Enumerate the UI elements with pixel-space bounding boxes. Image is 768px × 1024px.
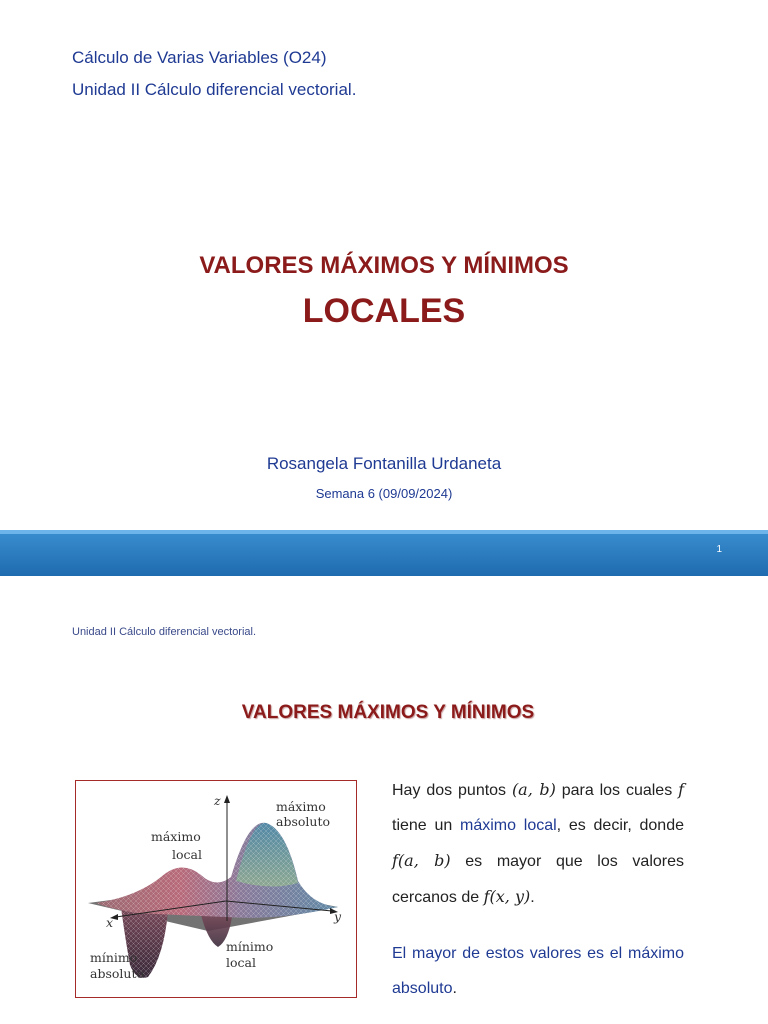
paragraph-absolute-maximum: El mayor de estos valores es el máximo absoluto. bbox=[392, 945, 684, 997]
page-number: 1 bbox=[716, 544, 722, 555]
local-maximum-label-2: local bbox=[172, 847, 202, 862]
math-ab: (a, b) bbox=[511, 780, 556, 799]
slide-title-line1: VALORES MÁXIMOS Y MÍNIMOS bbox=[199, 252, 569, 279]
footer-bar bbox=[0, 530, 768, 576]
local-minimum-label-2: local bbox=[226, 955, 256, 970]
course-title: Cálculo de Varias Variables (O24) bbox=[72, 48, 327, 67]
local-minimum-label-1: mínimo bbox=[226, 939, 274, 954]
x-axis-label: x bbox=[106, 915, 114, 930]
z-axis-label: z bbox=[214, 793, 221, 808]
local-maximum-label-1: máximo bbox=[151, 829, 201, 844]
date-label: Semana 6 (09/09/2024) bbox=[315, 486, 453, 501]
absolute-maximum-label-2: absoluto bbox=[276, 814, 330, 829]
unit-header: Unidad II Cálculo diferencial vectorial. bbox=[72, 626, 257, 638]
slide-title: VALORES MÁXIMOS Y MÍNIMOS bbox=[241, 702, 535, 723]
slide-title-line2: LOCALES bbox=[302, 292, 466, 330]
slide-2 bbox=[0, 576, 768, 1024]
unit-title: Unidad II Cálculo diferencial vectorial. bbox=[72, 80, 357, 99]
author-name: Rosangela Fontanilla Urdaneta bbox=[266, 454, 502, 473]
absolute-minimum-label-2: absoluto bbox=[90, 966, 144, 981]
footer-bar-highlight bbox=[0, 530, 768, 534]
term-absolute-maximum: máximo absoluto bbox=[392, 945, 684, 997]
surface-figure bbox=[75, 780, 357, 998]
math-fab: f(a, b) bbox=[392, 851, 451, 870]
math-fxy: f(x, y) bbox=[483, 887, 531, 906]
surface-plot-svg bbox=[76, 781, 356, 997]
term-local-maximum: máximo local bbox=[460, 817, 557, 834]
paragraph-local-maximum: Hay dos puntos (a, b) para los cuales f tiene un máximo local, es decir, donde f(a, b) es mayor que los valores cercanos de f(x, y). bbox=[392, 780, 685, 906]
absolute-minimum-label-1: mínimo bbox=[90, 950, 138, 965]
absolute-maximum-label-1: máximo bbox=[276, 799, 326, 814]
y-axis-label: y bbox=[334, 909, 342, 924]
math-f: f bbox=[678, 780, 684, 799]
